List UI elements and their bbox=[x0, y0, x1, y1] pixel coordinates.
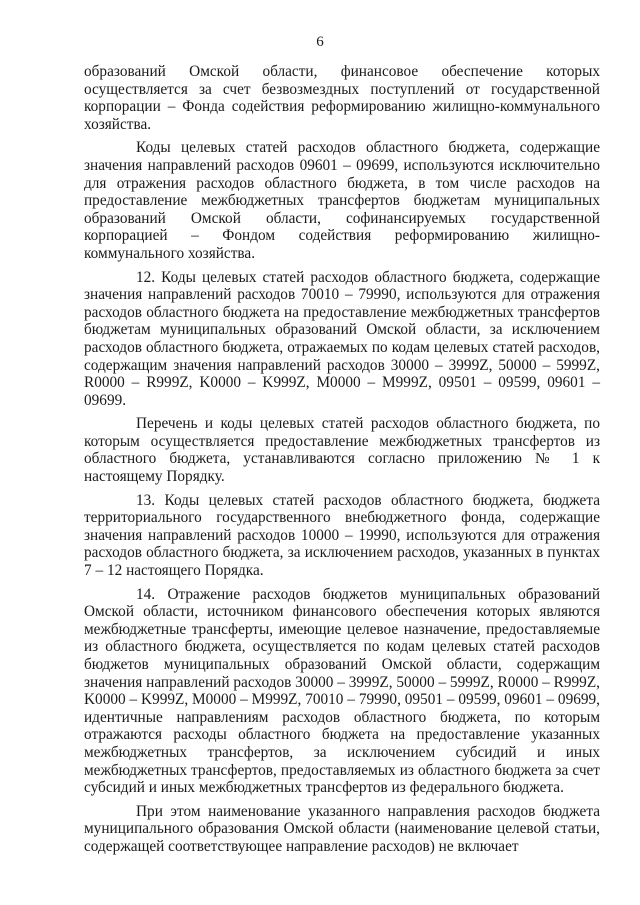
paragraph-list-of-codes: Перечень и коды целевых статей расходов областного бюджета, по которым осуществляется предоставление межбюджетных трансфертов из областного бюджета, устанавливаются согласно приложению № 1 к настоящему Порядку. bbox=[84, 415, 600, 486]
paragraph-continuation: образований Омской области, финансовое обеспечение которых осуществляется за счет безвозмездных поступлений от государственной корпорации – Фонда содействия реформированию жилищно-коммунального хозяйства. bbox=[84, 63, 600, 133]
paragraph-naming-rule: При этом наименование указанного направления расходов бюджета муниципального образования Омской области (наименование целевой статьи, содержащей соответствующее направление расходов) не включает bbox=[84, 802, 600, 855]
paragraph-item-13: 13. Коды целевых статей расходов областного бюджета, бюджета территориального государственного внебюджетного фонда, содержащие значения направлений расходов 10000 – 19990, используются для отражения расходов областного бюджета, за исключением расходов, указанных в пунктах 7 – 12 настоящего Порядка. bbox=[84, 491, 600, 580]
document-body bbox=[84, 63, 600, 856]
paragraph-item-12: 12. Коды целевых статей расходов областного бюджета, содержащие значения направлений расходов 70010 – 79990, используются для отражения расходов областного бюджета на предоставление межбюджетных трансфертов бюджетам муниципальных образований Омской области, за исключением расходов областного бюджета, отражаемых по кодам целевых статей расходов, содержащим значения направлений расходов 30000 – 3999Z, 50000 – 5999Z, R0000 – R999Z, K0000 – K999Z, M0000 – M999Z, 09501 – 09599, 09601 – 09699. bbox=[84, 268, 600, 409]
page-number: 6 bbox=[316, 34, 324, 50]
paragraph-fund-codes: Коды целевых статей расходов областного бюджета, содержащие значения направлений расходов 09601 – 09699, используются исключительно для отражения расходов областного бюджета, в том числе расходов на предоставление межбюджетных трансфертов бюджетам муниципальных образований Омской области, софинансируемых государственной корпорацией – Фондом содействия реформированию жилищно-коммунального хозяйства. bbox=[84, 139, 600, 262]
paragraph-item-14: 14. Отражение расходов бюджетов муниципальных образований Омской области, источником финансового обеспечения которых являются межбюджетные трансферты, имеющие целевое назначение, предоставляемые из областного бюджета, осуществляется по кодам целевых статей расходов бюджетов муниципальных образований Омской области, содержащим значения направлений расходов 30000 – 3999Z, 50000 – 5999Z, R0000 – R999Z, K0000 – K999Z, M0000 – M999Z, 70010 – 79990, 09501 – 09599, 09601 – 09699, идентичные направлениям расходов областного бюджета, по которым отражаются расходы областного бюджета на предоставление указанных межбюджетных трансфертов, за исключением субсидий и иных межбюджетных трансфертов, предоставляемых из областного бюджета за счет субсидий и иных межбюджетных трансфертов из федерального бюджета. bbox=[84, 585, 600, 797]
